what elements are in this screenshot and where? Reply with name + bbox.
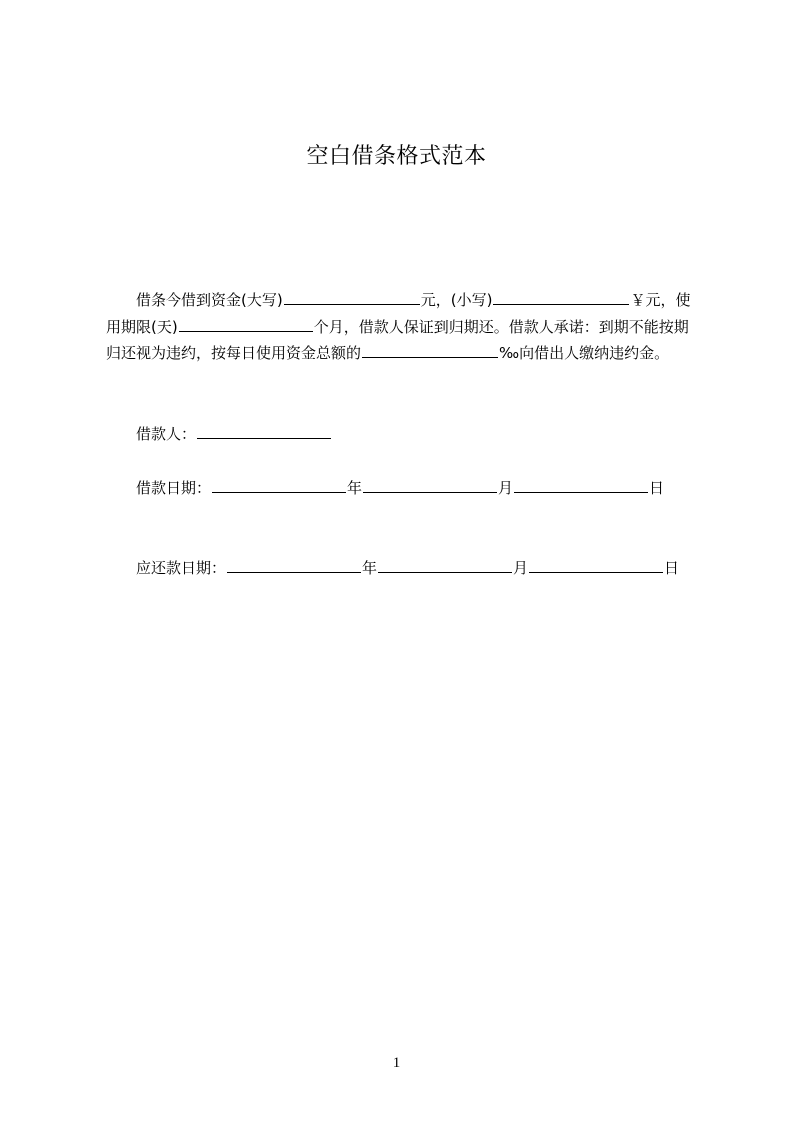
paragraph-text-5: ‰向借出人缴纳违约金。 [499,344,670,362]
loan-year-label: 年 [347,479,363,497]
penalty-rate-blank[interactable] [362,342,498,358]
repay-month-label: 月 [513,559,529,577]
repay-day-label: 日 [664,559,680,577]
amount-lowercase-blank[interactable] [493,289,629,305]
paragraph-text-2: 元，(小写) [420,291,493,309]
repay-date-label: 应还款日期： [136,559,227,577]
paragraph-text-4: 个月，借款人保证到归期还。借款人承诺：到期不能按期归还视为违约，按每日使用资金总额的 [106,317,689,362]
borrower-name-blank[interactable] [197,423,331,439]
repay-date-line [136,557,679,579]
borrower-label: 借款人： [136,425,197,443]
repay-year-label: 年 [362,559,378,577]
repay-day-blank[interactable] [529,557,663,573]
loan-month-label: 月 [498,479,514,497]
amount-uppercase-blank[interactable] [284,289,420,305]
loan-date-label: 借款日期： [136,479,212,497]
page-title: 空白借条格式范本 [306,144,487,169]
borrower-line [136,423,332,445]
term-days-blank[interactable] [179,316,313,332]
loan-note-paragraph [106,287,700,367]
loan-day-blank[interactable] [514,477,648,493]
paragraph-text-3: ￥元，使用期限(天) [106,291,691,336]
loan-date-line [136,477,664,499]
repay-year-blank[interactable] [227,557,361,573]
loan-month-blank[interactable] [363,477,497,493]
page-number: 1 [392,1055,401,1071]
repay-month-blank[interactable] [378,557,512,573]
paragraph-text-1: 借条今借到资金(大写) [136,291,283,309]
loan-year-blank[interactable] [212,477,346,493]
loan-day-label: 日 [649,479,665,497]
